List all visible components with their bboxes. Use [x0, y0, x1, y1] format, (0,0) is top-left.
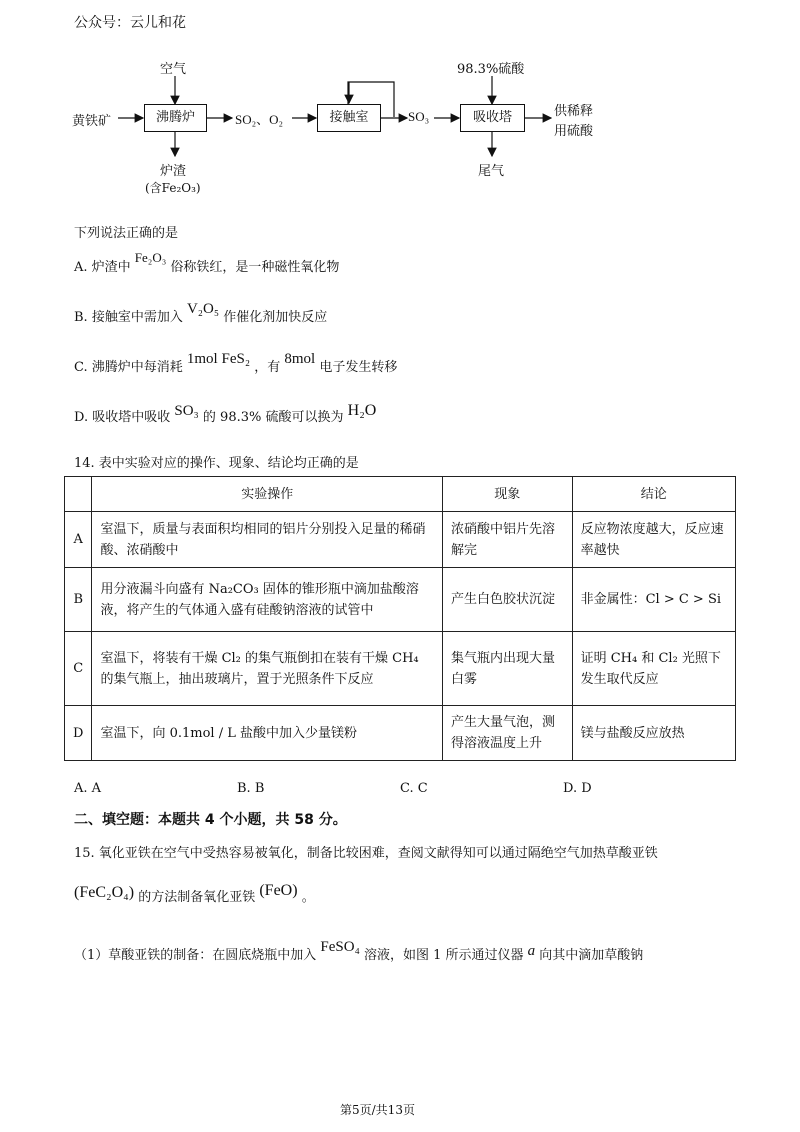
row-conclusion: 证明 CH₄ 和 Cl₂ 光照下发生取代反应 [572, 632, 735, 706]
q15-formula-feo: (FeO) [259, 882, 298, 899]
q13-b-pre: B. 接触室中需加入 [74, 310, 183, 325]
table-header-row [65, 477, 736, 512]
flow-raw-material-label: 黄铁矿 [72, 114, 112, 129]
flow-tail-gas-label: 尾气 [478, 164, 505, 179]
q13-b-formula: V₂O₅ [186, 301, 220, 317]
q13-d-formula2: H₂O [347, 402, 377, 419]
q13-c-pre: C. 沸腾炉中每消耗 [74, 360, 183, 375]
q13-option-a [74, 250, 340, 275]
q14-choice-b: B. B [237, 781, 265, 796]
table-header-operation: 实验操作 [92, 477, 443, 512]
q13-c-formula1: 1mol FeS₂ [186, 351, 251, 367]
q15-line3 [74, 939, 644, 964]
flow-slag-label: 炉渣 [160, 164, 187, 179]
flow-boiling-furnace-box: 沸腾炉 [144, 104, 207, 132]
q13-d-mid: 的 98.3% 硫酸可以换为 [202, 410, 344, 425]
q13-a-pre: A. 炉渣中 [74, 260, 131, 275]
q13-a-post: 俗称铁红，是一种磁性氧化物 [170, 260, 340, 275]
q13-d-pre: D. 吸收塔中吸收 [74, 410, 171, 425]
table-header-conclusion: 结论 [572, 477, 735, 512]
process-flow-arrows [0, 0, 800, 210]
row-label: B [65, 568, 92, 632]
row-conclusion: 反应物浓度越大，反应速率越快 [572, 512, 735, 568]
q13-c-formula2: 8mol [284, 351, 316, 367]
q15-line2 [74, 882, 315, 906]
section-heading: 二、填空题：本题共 4 个小题，共 58 分。 [74, 812, 347, 828]
row-label: D [65, 706, 92, 761]
table-row [65, 706, 736, 761]
q13-option-b [74, 301, 328, 326]
page-footer: 第5页/共13页 [340, 1103, 415, 1117]
q13-a-formula: Fe₂O₃ [134, 250, 167, 265]
q15-line3-post: 向其中滴加草酸钠 [539, 948, 644, 963]
flow-slag-note: (含Fe₂O₃) [145, 181, 201, 195]
q15-line2-mid: 的方法制备氧化亚铁 [138, 890, 256, 905]
row-conclusion: 镁与盐酸反应放热 [572, 706, 735, 761]
row-phenomenon: 浓硝酸中铝片先溶解完 [443, 512, 573, 568]
q15-line1: 15. 氧化亚铁在空气中受热容易被氧化，制备比较困难，查阅文献得知可以通过隔绝空气加热草酸亚铁 [74, 846, 658, 861]
flow-contact-chamber-box: 接触室 [317, 104, 381, 132]
q13-option-c [74, 351, 398, 376]
table-row [65, 512, 736, 568]
row-phenomenon: 集气瓶内出现大量白雾 [443, 632, 573, 706]
row-phenomenon: 产生大量气泡，测得溶液温度上升 [443, 706, 573, 761]
page-header: 公众号：云儿和花 [74, 15, 186, 31]
row-label: A [65, 512, 92, 568]
flow-gas-mixture-label: SO₂、O₂ [235, 112, 284, 127]
flow-air-label: 空气 [160, 62, 187, 77]
flow-output-line2: 用硫酸 [554, 124, 594, 139]
q15-line3-pre: （1）草酸亚铁的制备：在圆底烧瓶中加入 [74, 948, 317, 963]
q14-experiment-table [64, 476, 736, 761]
table-header-phenomenon: 现象 [443, 477, 573, 512]
row-phenomenon: 产生白色胶状沉淀 [443, 568, 573, 632]
table-header-label [65, 477, 92, 512]
flow-absorption-tower-box: 吸收塔 [460, 104, 525, 132]
row-label: C [65, 632, 92, 706]
flow-output-line1: 供稀释 [554, 104, 594, 119]
q13-c-mid: ，有 [254, 360, 281, 375]
q14-stem: 14. 表中实验对应的操作、现象、结论均正确的是 [74, 456, 359, 471]
row-conclusion: 非金属性：Cl > C > Si [572, 568, 735, 632]
row-operation: 用分液漏斗向盛有 Na₂CO₃ 固体的锥形瓶中滴加盐酸溶液，将产生的气体通入盛有硅酸钠溶液的试管中 [92, 568, 443, 632]
q15-formula-feso4: FeSO₄ [320, 939, 360, 955]
table-row [65, 568, 736, 632]
table-row [65, 632, 736, 706]
q13-stem: 下列说法正确的是 [74, 226, 179, 241]
row-operation: 室温下，质量与表面积均相同的铝片分别投入足量的稀硝酸、浓硝酸中 [92, 512, 443, 568]
row-operation: 室温下，将装有干燥 Cl₂ 的集气瓶倒扣在装有干燥 CH₄ 的集气瓶上，抽出玻璃片，置于光照条件下反应 [92, 632, 443, 706]
q15-variable-a: a [527, 943, 536, 959]
flow-so3-label: SO₃ [408, 109, 430, 124]
q13-option-d [74, 402, 377, 426]
q14-choice-c: C. C [400, 781, 428, 796]
row-operation: 室温下，向 0.1mol / L 盐酸中加入少量镁粉 [92, 706, 443, 761]
q13-d-formula1: SO₃ [174, 403, 199, 419]
q15-line3-mid: 溶液，如图 1 所示通过仪器 [363, 948, 524, 963]
q15-formula-fec2o4: (FeC₂O₄) [74, 884, 135, 901]
q14-choice-a: A. A [74, 781, 102, 796]
q13-b-post: 作催化剂加快反应 [223, 310, 328, 325]
q15-line2-end: 。 [301, 890, 315, 905]
flow-acid-input-label: 98.3%硫酸 [457, 62, 525, 77]
q13-c-post: 电子发生转移 [319, 360, 398, 375]
q14-choice-d: D. D [563, 781, 592, 796]
